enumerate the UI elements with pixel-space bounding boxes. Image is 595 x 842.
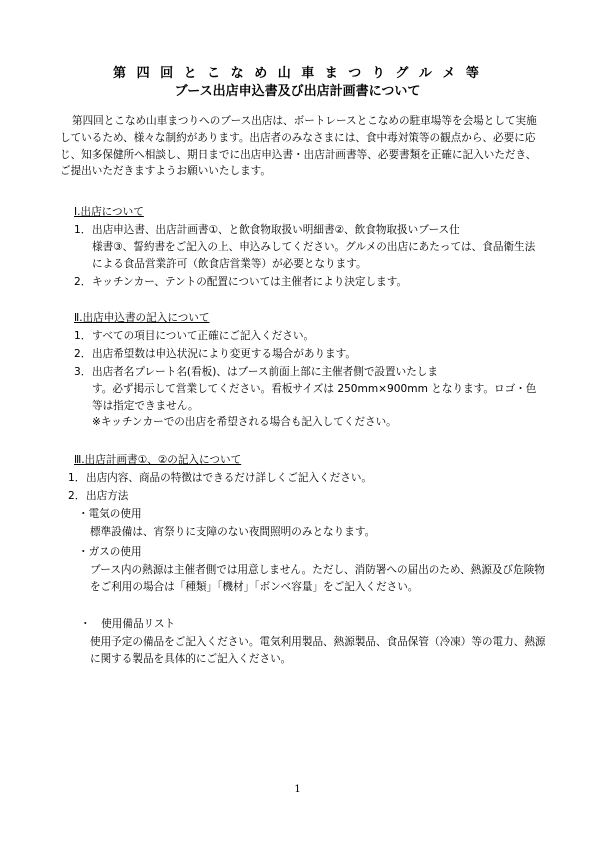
section3-item-2: 2．出店方法 (68, 490, 129, 502)
section2-item-3: 3．出店者名プレート名(看板)、はブース前面上部に主催者側で設置いたしま す。必ず掲示して営業してください。看板サイズは 250mm×900mm となります。ロゴ・色等は指定できません。 ※キッチンカーでの出店を希望される場合も記入してください。 (74, 364, 542, 431)
section3-heading: Ⅲ.出店計画書①、②の記入について (74, 454, 242, 466)
section2-heading: Ⅱ.出店申込書の記入について (74, 312, 210, 324)
document-title-line2: ブース出店申込書及び出店計画書について (174, 84, 421, 99)
bullet-equipment-label: ・ 使用備品リスト (80, 618, 176, 630)
kitchen-car-note: ※キッチンカーでの出店を希望される場合も記入してください。 (92, 416, 397, 429)
intro-paragraph: 第四回とこなめ山車まつりへのブース出店は、ボートレースとこなめの駐車場等を会場として実施しているため、様々な制約があります。出店者のみなさまには、食中毒対策等の観点から、必要に応じ、知多保健所へ相談し、期日までに出店申込書・出店計画書等、必要書類を正確に記入いただき、ご提出いただきますようお願いいたします。 (60, 115, 537, 178)
section2-item-2: 2．出店希望数は申込状況により変更する場合があります。 (74, 348, 356, 360)
section1-item-1: 1．出店申込書、出店計画書①、と飲食物取扱い明細書②、飲食物取扱いブース仕 様書③、誓約書をご記入の上、申込みしてください。グルメの出店にあたっては、食品衛生法による食品営業許可（飲食店営業等）が必要となります。 (74, 224, 536, 270)
document-title-line1: 第 四 回 と こ な め 山 車 ま つ り グ ル メ 等 (113, 66, 482, 81)
bullet-electricity-text: 標準設備は、宵祭りに支障のない夜間照明のみとなります。 (90, 526, 376, 538)
bullet-gas-text: ブース内の熱源は主催者側では用意しません。ただし、消防署への届出のため、熱源及び危険物をご利用の場合は「種類」「機材」「ボンベ容量」をご記入ください。 (90, 564, 545, 593)
section3-item-1: 1．出店内容、商品の特徴はできるだけ詳しくご記入ください。 (68, 472, 373, 484)
bullet-electricity-label: ・電気の使用 (78, 508, 142, 520)
section1-heading: Ⅰ.出店について (74, 206, 144, 218)
page-number: 1 (294, 784, 301, 795)
section1-item-2: 2．キッチンカー、テントの配置については主催者により決定します。 (74, 276, 408, 288)
bullet-gas-label: ・ガスの使用 (78, 546, 142, 558)
section2-item-1: 1．すべての項目について正確にご記入ください。 (74, 330, 315, 342)
bullet-equipment-text: 使用予定の備品をご記入ください。電気利用製品、熱源製品、食品保管（冷凍）等の電力、熱源に関する製品を具体的にご記入ください。 (90, 636, 546, 665)
